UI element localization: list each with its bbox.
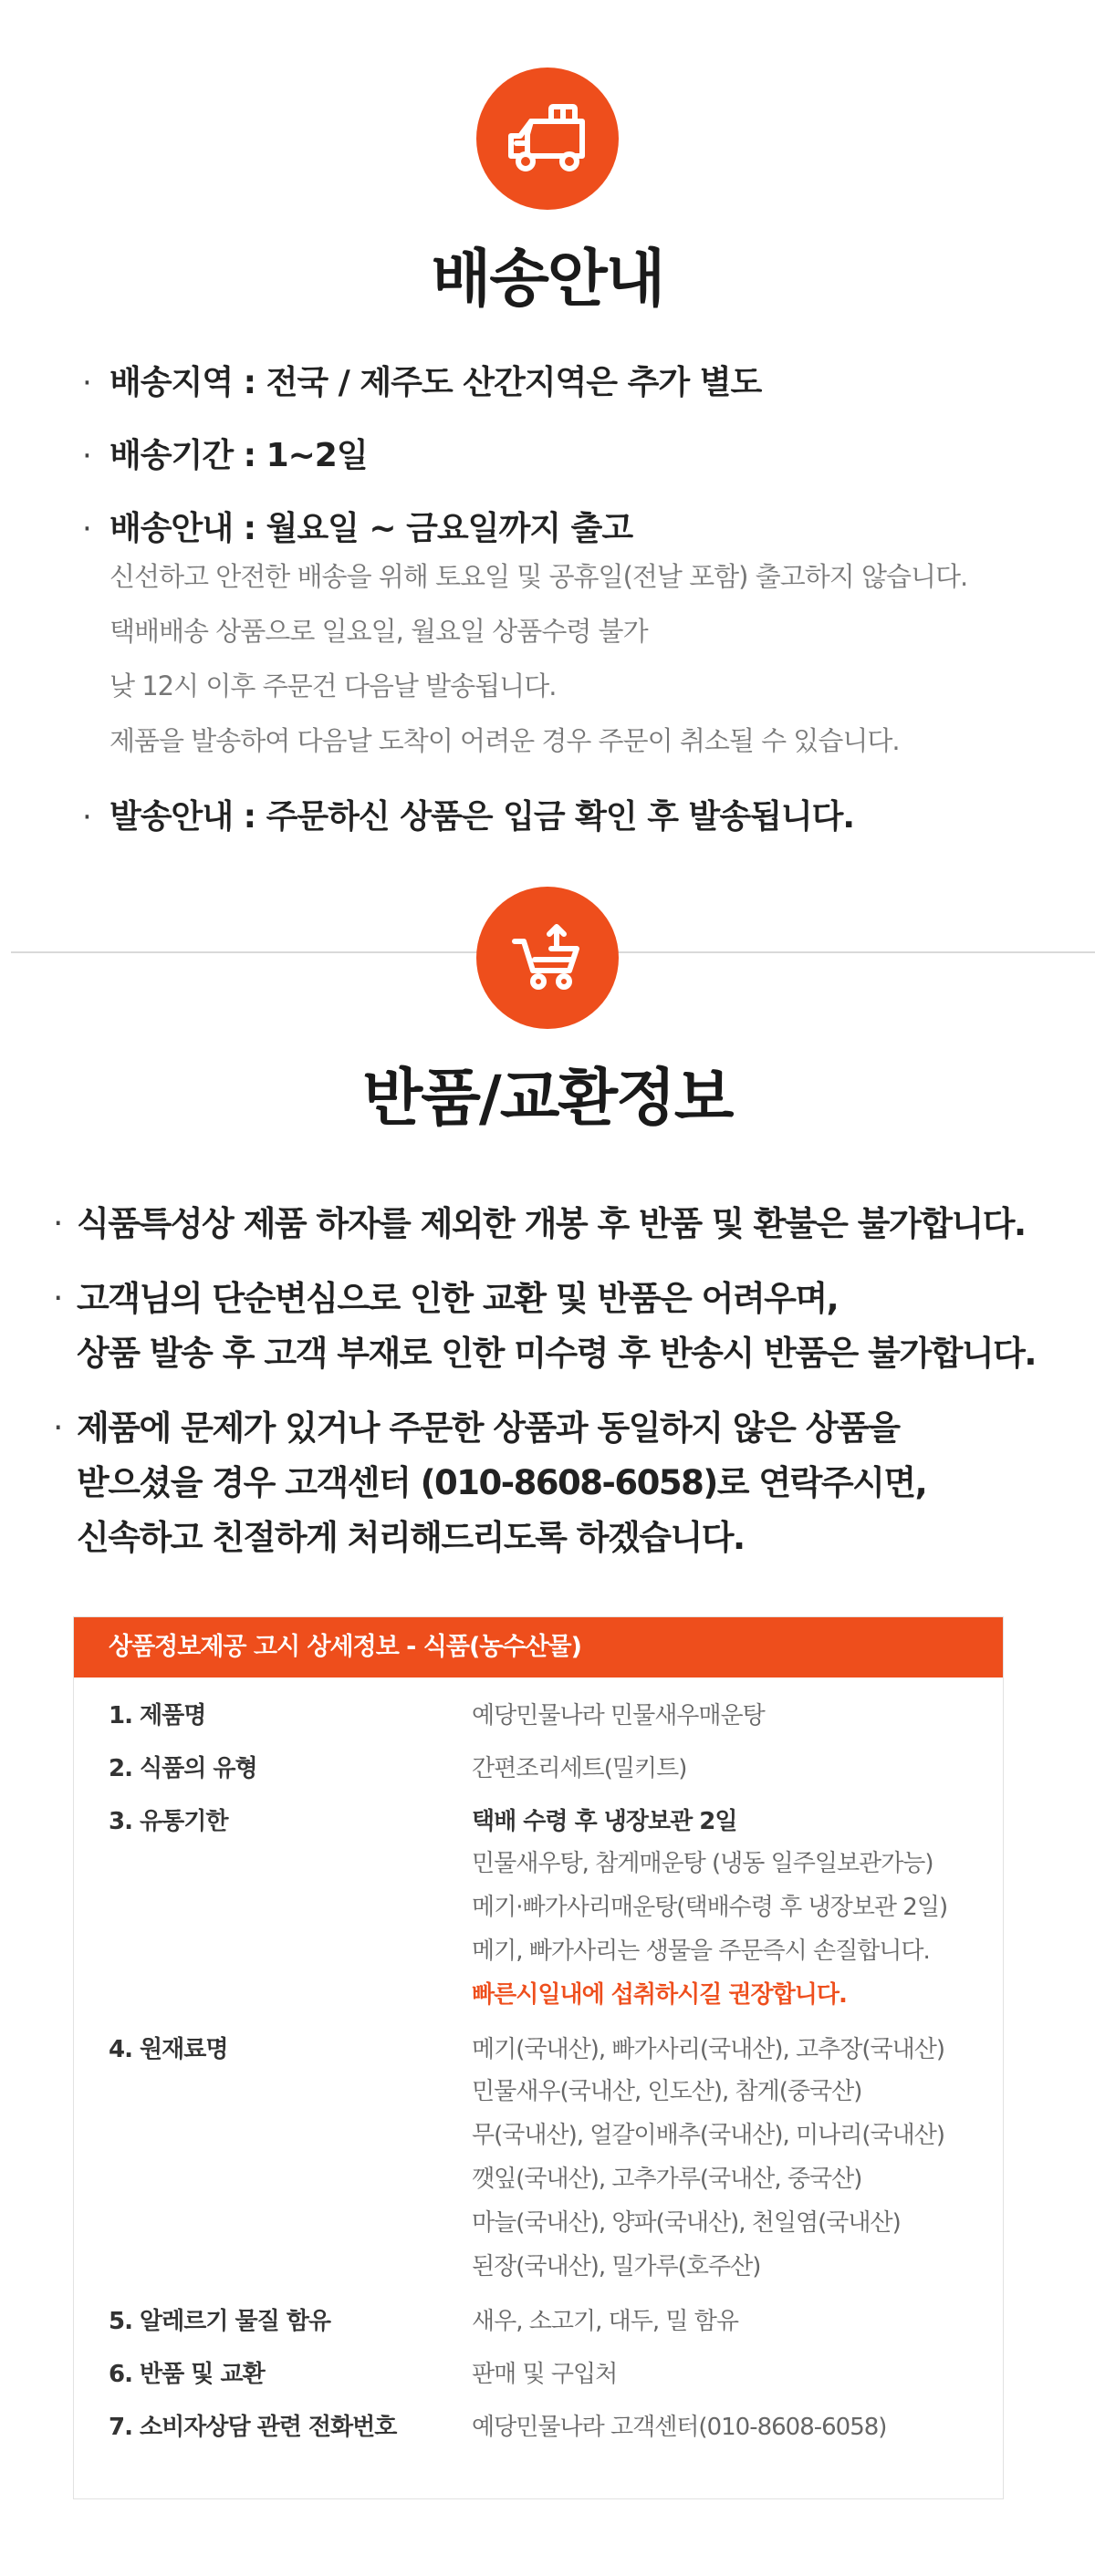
row-values	[472, 1802, 968, 2017]
row-label: 4. 원재료명	[109, 2036, 228, 2063]
product-info-header: 상품정보제공 고시 상세정보 - 식품(농수산물)	[74, 1617, 1003, 1678]
product-info-body	[74, 1678, 1003, 2447]
delivery-truck-icon	[504, 101, 591, 176]
row-value: 간편조리세트(밀키트)	[472, 1755, 687, 1782]
returns-line: 신속하고 친절하게 처리해드리도록 하겠습니다.	[77, 1518, 745, 1557]
bullet: ·	[82, 799, 92, 836]
row-label: 6. 반품 및 교환	[109, 2361, 265, 2388]
bullet: ·	[82, 365, 92, 401]
row-label: 3. 유통기한	[109, 1808, 228, 1835]
bullet: ·	[82, 438, 92, 474]
shipping-note: 택배배송 상품으로 일요일, 월요일 상품수령 불가	[110, 616, 648, 647]
returns-line: 상품 발송 후 고객 부재로 인한 미수령 후 반송시 반품은 불가합니다.	[77, 1334, 1036, 1373]
cart-exchange-icon	[509, 919, 586, 996]
shipping-info-list	[82, 363, 1068, 837]
return-icon-badge	[476, 887, 619, 1029]
row-value: 예당민물나라 민물새우매운탕	[472, 1702, 765, 1729]
returns-info-list	[53, 1197, 1075, 1585]
row-label: 7. 소비자상담 관련 전화번호	[109, 2414, 397, 2441]
row-value-highlight: 빠른시일내에 섭취하시길 권장합니다.	[472, 1981, 847, 2009]
returns-title: 반품/교환정보	[362, 1063, 733, 1135]
returns-line: 받으셨을 경우 고객센터 (010-8608-6058)로 연락주시면,	[77, 1463, 927, 1502]
list-item	[82, 509, 1068, 768]
bullet: ·	[53, 1205, 64, 1242]
shipping-title: 배송안내	[431, 244, 664, 316]
row-value: 무(국내산), 얼갈이배추(국내산), 미나리(국내산)	[472, 2122, 945, 2149]
row-value: 마늘(국내산), 양파(국내산), 천일염(국내산)	[472, 2209, 901, 2237]
table-row	[109, 2301, 968, 2342]
row-values	[472, 2030, 968, 2289]
returns-line: 제품에 문제가 있거나 주문한 상품과 동일하지 않은 상품을	[77, 1408, 900, 1448]
row-value: 된장(국내산), 밀가루(호주산)	[472, 2253, 761, 2280]
row-value: 깻잎(국내산), 고추가루(국내산, 중국산)	[472, 2166, 862, 2193]
shipping-note: 신선하고 안전한 배송을 위해 토요일 및 공휴일(전날 포함) 출고하지 않습니다.	[110, 561, 968, 592]
shipping-period: 배송기간 : 1~2일	[110, 437, 368, 474]
row-values	[472, 1749, 968, 1789]
row-value: 판매 및 구입처	[472, 2361, 618, 2388]
row-value: 민물새우탕, 참게매운탕 (냉동 일주일보관가능)	[472, 1850, 933, 1877]
row-value: 민물새우(국내산, 인도산), 참게(중국산)	[472, 2078, 862, 2105]
dispatch-notice: 발송안내 : 주문하신 상품은 입금 확인 후 발송됩니다.	[110, 798, 855, 836]
table-row	[109, 2407, 968, 2447]
list-item	[53, 1401, 1075, 1565]
row-values	[472, 2407, 968, 2447]
table-row	[109, 2354, 968, 2394]
shipping-note: 제품을 발송하여 다음날 도착이 어려운 경우 주문이 취소될 수 있습니다.	[110, 725, 900, 756]
row-values	[472, 2354, 968, 2394]
row-label: 1. 제품명	[109, 1702, 206, 1729]
row-value: 예당민물나라 고객센터(010-8608-6058)	[472, 2414, 887, 2441]
row-values	[472, 2301, 968, 2342]
list-item	[82, 436, 1068, 476]
bullet: ·	[53, 1409, 64, 1447]
shipping-notice: 배송안내 : 월요일 ~ 금요일까지 출고	[110, 510, 633, 547]
returns-line: 식품특성상 제품 하자를 제외한 개봉 후 반품 및 환불은 불가합니다.	[77, 1204, 1026, 1243]
bullet: ·	[53, 1280, 64, 1317]
product-info-table	[73, 1616, 1004, 2499]
table-row	[109, 1696, 968, 1736]
list-item	[53, 1197, 1075, 1252]
returns-line: 고객님의 단순변심으로 인한 교환 및 반품은 어려우며,	[77, 1279, 839, 1318]
bullet: ·	[82, 511, 92, 547]
shipping-note: 낮 12시 이후 주문건 다음날 발송됩니다.	[110, 670, 557, 701]
table-row	[109, 1749, 968, 1789]
row-value: 메기(국내산), 빠가사리(국내산), 고추장(국내산)	[472, 2036, 945, 2063]
list-item	[82, 363, 1068, 403]
row-value: 메기, 빠가사리는 생물을 주문즉시 손질합니다.	[472, 1937, 930, 1965]
row-value: 메기·빠가사리매운탕(택배수령 후 냉장보관 2일)	[472, 1894, 948, 1921]
row-label: 5. 알레르기 물질 함유	[109, 2308, 331, 2335]
list-item	[53, 1272, 1075, 1381]
table-row	[109, 1802, 968, 2017]
row-value: 택배 수령 후 냉장보관 2일	[472, 1808, 737, 1835]
row-values	[472, 1696, 968, 1736]
row-label: 2. 식품의 유형	[109, 1755, 257, 1782]
list-item	[82, 797, 1068, 837]
row-value: 새우, 소고기, 대두, 밀 함유	[472, 2308, 739, 2335]
shipping-region: 배송지역 : 전국 / 제주도 산간지역은 추가 별도	[110, 364, 762, 401]
delivery-icon-badge	[476, 68, 619, 210]
table-row	[109, 2030, 968, 2289]
